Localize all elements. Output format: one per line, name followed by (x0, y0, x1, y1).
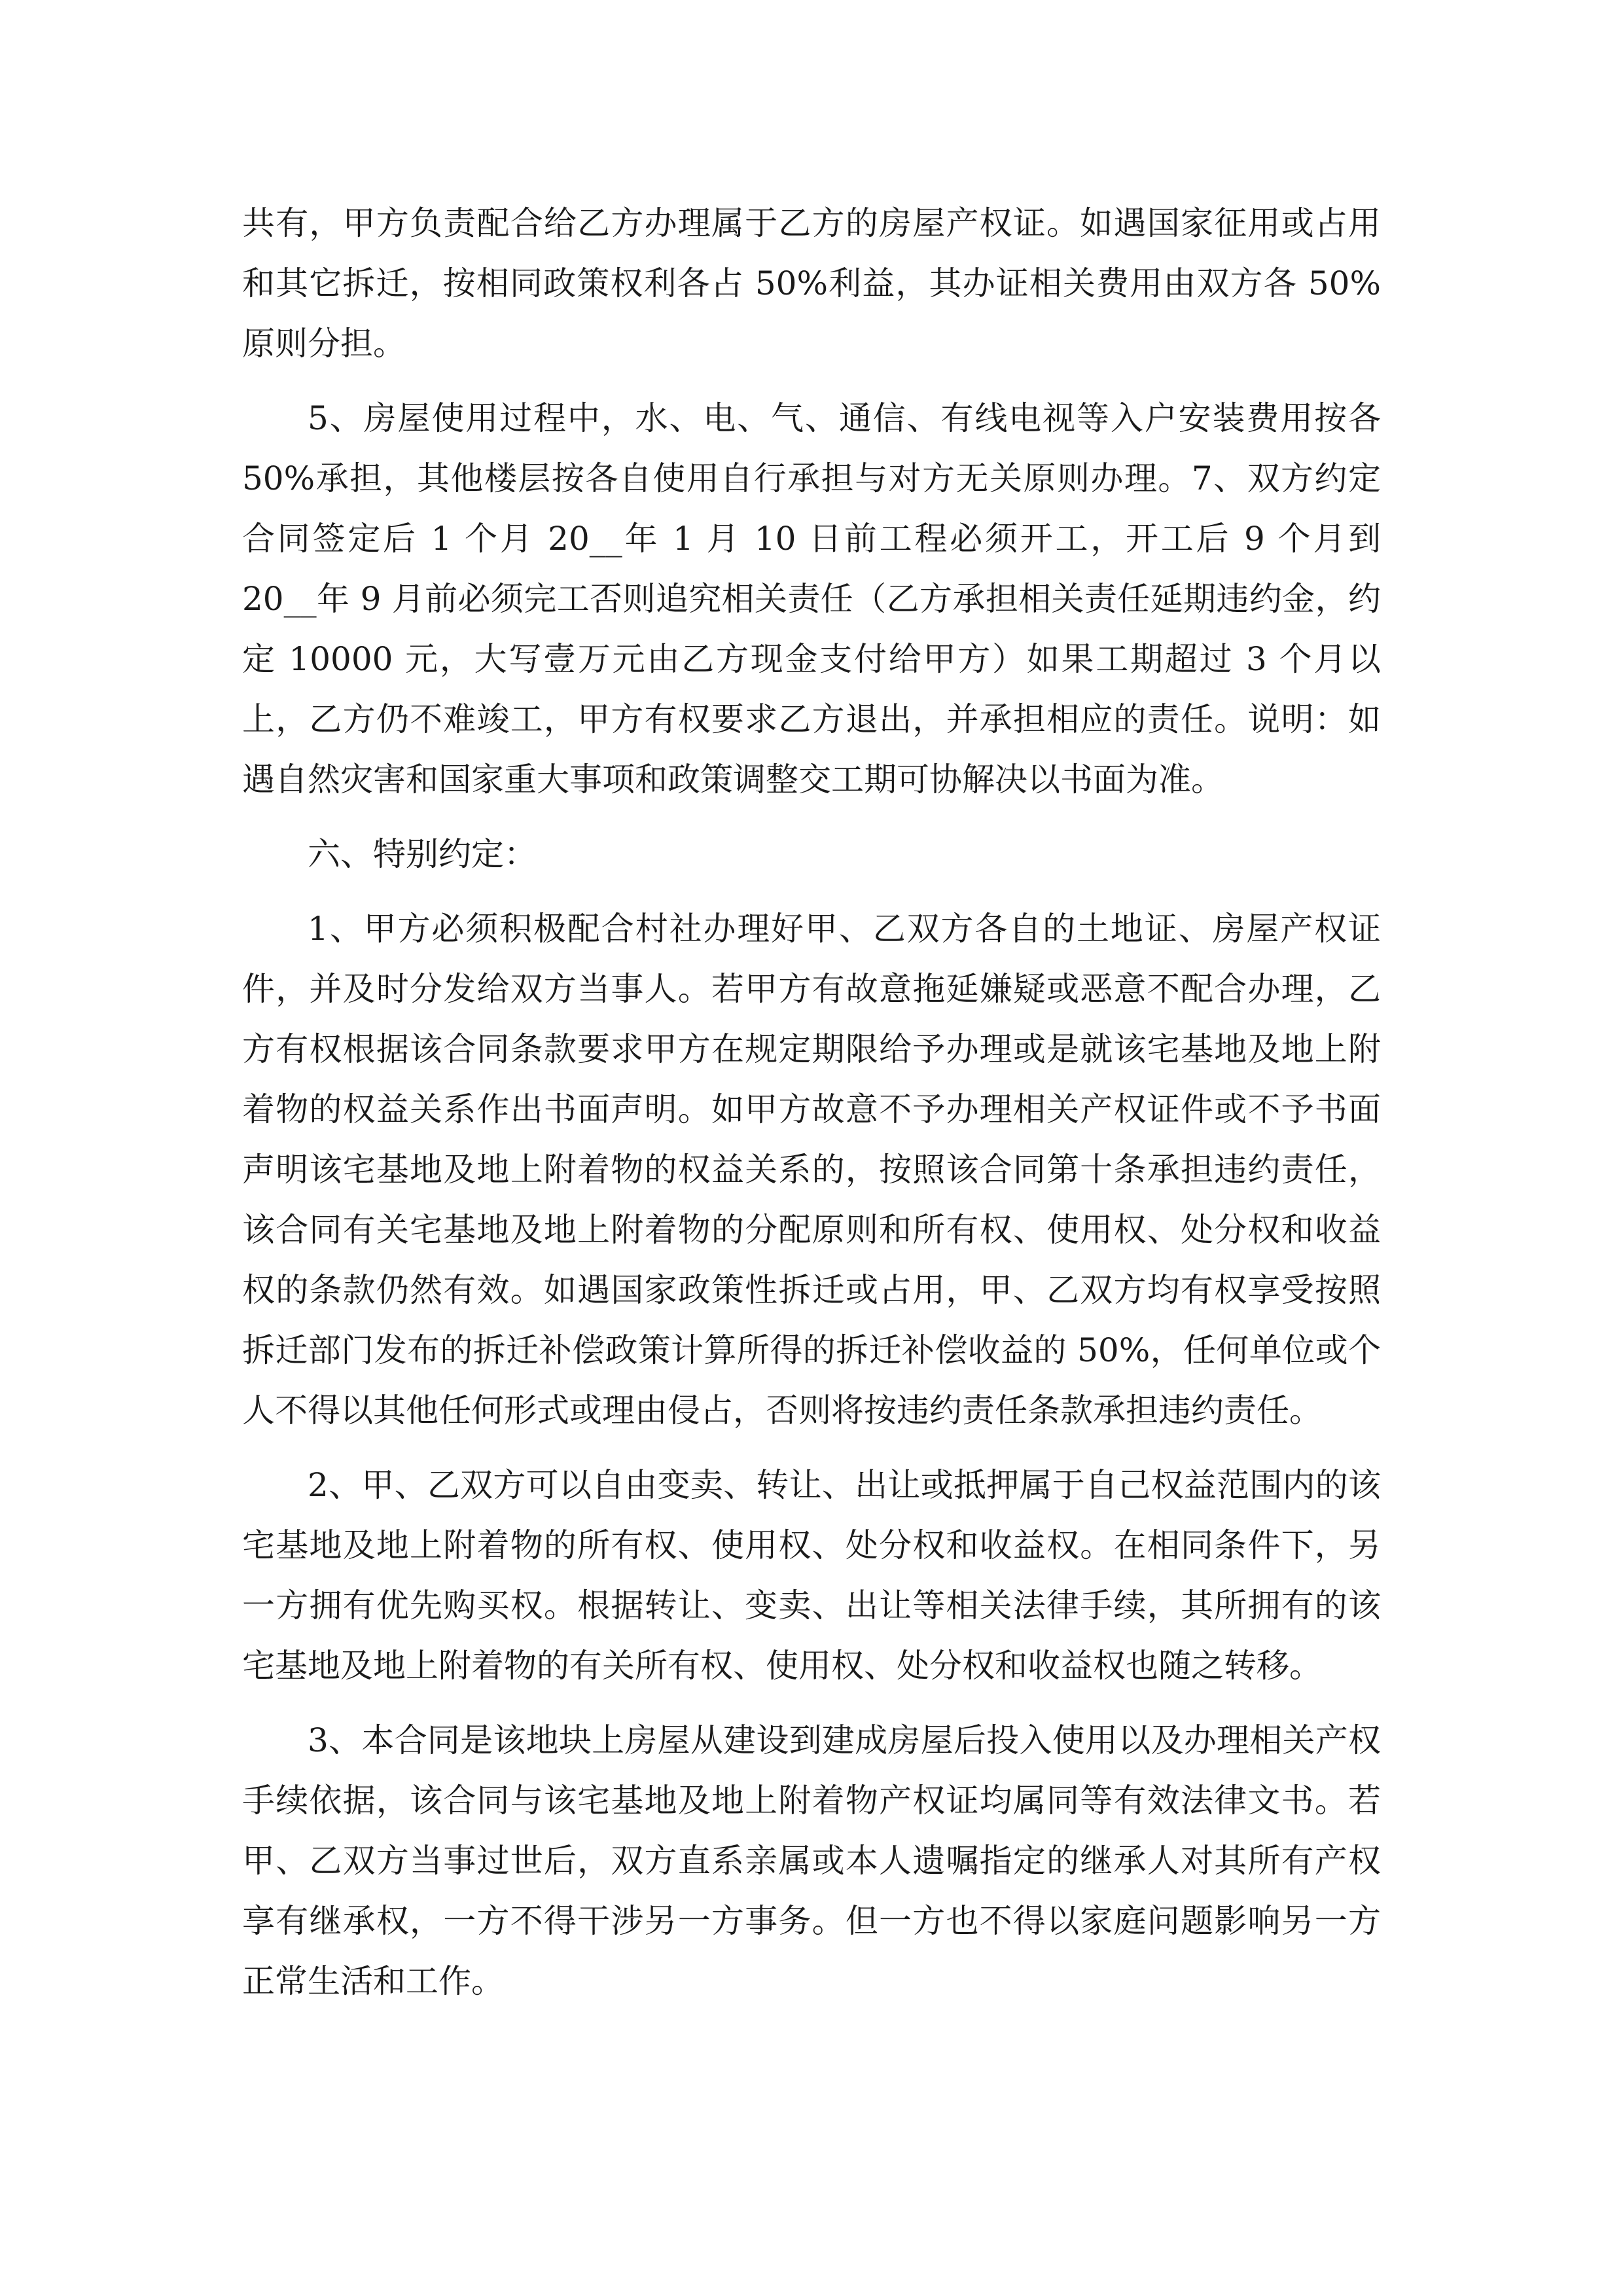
document-body (242, 193, 1381, 2026)
section-heading-special-terms: 六、特别约定： (308, 835, 537, 873)
paragraph-clause-5: 5、房屋使用过程中，水、电、气、通信、有线电视等入户安装费用按各 50%承担，其他楼层按各自使用自行承担与对方无关原则办理。7、双方约定合同签定后 1 个月 20__年 1 月 10 日前工程必须开工，开工后 9 个月到 20__年 9 月前必须完工否则追究相关责任（乙方承担相关责任延期违约金，约定 10000 元，大写壹万元由乙方现金支付给甲方）如果工期超过 3 个月以上，乙方仍不难竣工，甲方有权要求乙方退出，并承担相应的责任。说明：如遇自然灾害和国家重大事项和政策调整交工期可协解决以书面为准。 (242, 399, 1381, 798)
paragraph-special-3: 3、本合同是该地块上房屋从建设到建成房屋后投入使用以及办理相关产权手续依据，该合同与该宅基地及地上附着物产权证均属同等有效法律文书。若甲、乙双方当事过世后，双方直系亲属或本人遗嘱指定的继承人对其所有产权享有继承权，一方不得干涉另一方事务。但一方也不得以家庭问题影响另一方正常生活和工作。 (242, 1721, 1381, 2000)
paragraph-special-1: 1、甲方必须积极配合村社办理好甲、乙双方各自的土地证、房屋产权证件，并及时分发给双方当事人。若甲方有故意拖延嫌疑或恶意不配合办理，乙方有权根据该合同条款要求甲方在规定期限给予办理或是就该宅基地及地上附着物的权益关系作出书面声明。如甲方故意不予办理相关产权证件或不予书面声明该宅基地及地上附着物的权益关系的，按照该合同第十条承担违约责任，该合同有关宅基地及地上附着物的分配原则和所有权、使用权、处分权和收益权的条款仍然有效。如遇国家政策性拆迁或占用，甲、乙双方均有权享受按照拆迁部门发布的拆迁补偿政策计算所得的拆迁补偿收益的 50%，任何单位或个人不得以其他任何形式或理由侵占，否则将按违约责任条款承担违约责任。 (242, 910, 1381, 1429)
paragraph-special-2: 2、甲、乙双方可以自由变卖、转让、出让或抵押属于自己权益范围内的该宅基地及地上附着物的所有权、使用权、处分权和收益权。在相同条件下，另一方拥有优先购买权。根据转让、变卖、出让等相关法律手续，其所拥有的该宅基地及地上附着物的有关所有权、使用权、处分权和收益权也随之转移。 (242, 1466, 1381, 1685)
paragraph-continuation: 共有，甲方负责配合给乙方办理属于乙方的房屋产权证。如遇国家征用或占用和其它拆迁，按相同政策权利各占 50%利益，其办证相关费用由双方各 50%原则分担。 (242, 204, 1381, 363)
